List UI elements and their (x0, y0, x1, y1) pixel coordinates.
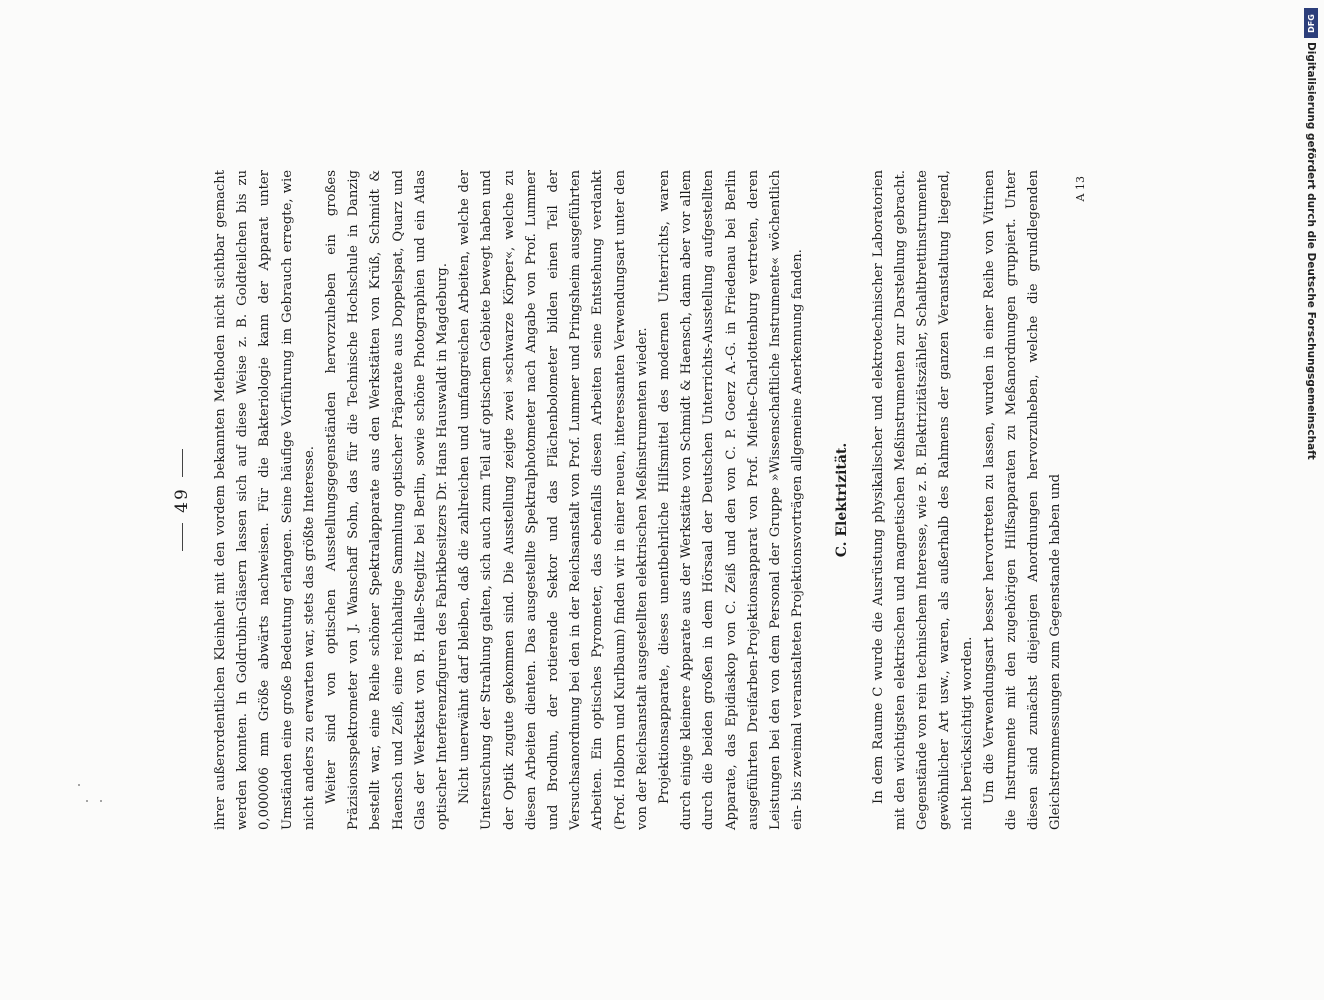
digitization-stamp (1302, 8, 1320, 608)
section-heading: C. Elektrizität. (834, 442, 851, 558)
paragraph: In dem Raume C wurde die Ausrüstung physikalischer und elektrotechnischer Laboratorien mit den wichtigsten elektrischen und magnetischen Meßinstrumenten zur Darstellung gebracht. Gegenstände von rein technischem Interesse, wie z. B. Elektrizitätszähler, Schaltbrettinstrumente gewöhnlicher Art usw., waren, als außerhalb des Rahmens der ganzen Veranstaltung liegend, nicht berücksichtigt worden. (870, 170, 975, 830)
dfg-logo (1304, 8, 1318, 38)
dfg-logo-text: DFG (1306, 13, 1316, 33)
scan-speck (78, 784, 80, 786)
scan-speck (86, 800, 88, 802)
paragraph: Projektionsapparate, dieses unentbehrliche Hilfsmittel des modernen Unterrichts, waren durch einige kleinere Apparate aus der Werkstätte von Schmidt & Haensch, dann aber vor allem durch die beiden großen in dem Hörsaal der Deutschen Unterrichts-Ausstellung aufgestellten Apparate, das Epidiaskop von C. Zeiß und den von C. P. Goerz A.-G. in Friedenau bei Berlin ausgeführten Dreifarben-Projektionsapparat von Prof. Miethe-Charlottenburg vertreten, deren Leistungen bei den von dem Personal der Gruppe »Wissenschaftliche Instrumente« wöchentlich ein- bis zweimal veranstalteten Projektionsvorträgen allgemeine Anerkennung fanden. (657, 170, 806, 830)
signature-mark: A 13 (1073, 176, 1087, 202)
scan-speck (100, 800, 102, 802)
paragraph: Um die Verwendungsart besser hervortreten zu lassen, wurden in einer Reihe von Vitrinen die Instrumente mit den zugehörigen Hilfsapparaten zu Meßanordnungen gruppiert. Unter diesen sind zunächst diejenigen Anordnungen hervorzuheben, welche die grundlegenden Gleichstrommessungen zum Gegenstande haben und (981, 170, 1064, 830)
paragraph: ihrer außerordentlichen Kleinheit mit den vordem bekannten Methoden nicht sichtbar gemacht werden konnten. In Goldrubin-Gläsern lassen sich auf diese Weise z. B. Goldteilchen bis zu 0,000006 mm Größe abwärts nachweisen. Für die Bakteriologie kann der Apparat unter Umständen eine große Bedeutung erlangen. Seine häufige Vorführung im Gebrauch erregte, wie nicht anders zu erwarten war, stets das größte Interesse. (213, 170, 317, 830)
rotated-book-page (172, 170, 1152, 830)
digitization-notice-text: Digitalisierung gefördert durch die Deutsche Forschungsgemeinschaft (1305, 42, 1317, 460)
page-number: 49 (172, 170, 192, 830)
page-body (210, 170, 1092, 830)
paragraph: Nicht unerwähnt darf bleiben, daß die zahlreichen und umfangreichen Arbeiten, welche der Untersuchung der Strahlung galten, sich auch zum Teil auf optischem Gebiete bewegt haben und der Optik zugute gekommen sind. Die Ausstellung zeigte zwei »schwarze Körper«, welche zu diesen Arbeiten dienten. Das ausgestellte Spektralphotometer nach Angabe von Prof. Lummer und Brodhun, der rotierende Sektor und das Flächenbolometer bilden einen Teil der Versuchsanordnung bei den in der Reichsanstalt von Prof. Lummer und Pringsheim ausgeführten Arbeiten. Ein optisches Pyrometer, das ebenfalls diesen Arbeiten seine Entstehung verdankt (Prof. Holborn und Kurlbaum) finden wir in einer neuen, interessanten Verwendungsart unter den von der Reichsanstalt ausgestellten elektrischen Meßinstrumenten wieder. (457, 170, 650, 830)
paragraph: Weiter sind von optischen Ausstellungsgegenständen hervorzuheben ein großes Präzisionsspektrometer von J. Wanschaff Sohn, das für die Technische Hochschule in Danzig bestellt war, eine Reihe schöner Spektralapparate aus den Werkstätten von Krüß, Schmidt & Haensch und Zeiß, eine reichhaltige Sammlung optischer Präparate aus Doppelspat, Quarz und Glas der Werkstatt von B. Halle-Steglitz bei Berlin, sowie schöne Photographien und ein Atlas optischer Interferenzfiguren des Fabrikbesitzers Dr. Hans Hauswaldt in Magdeburg. (324, 170, 451, 830)
